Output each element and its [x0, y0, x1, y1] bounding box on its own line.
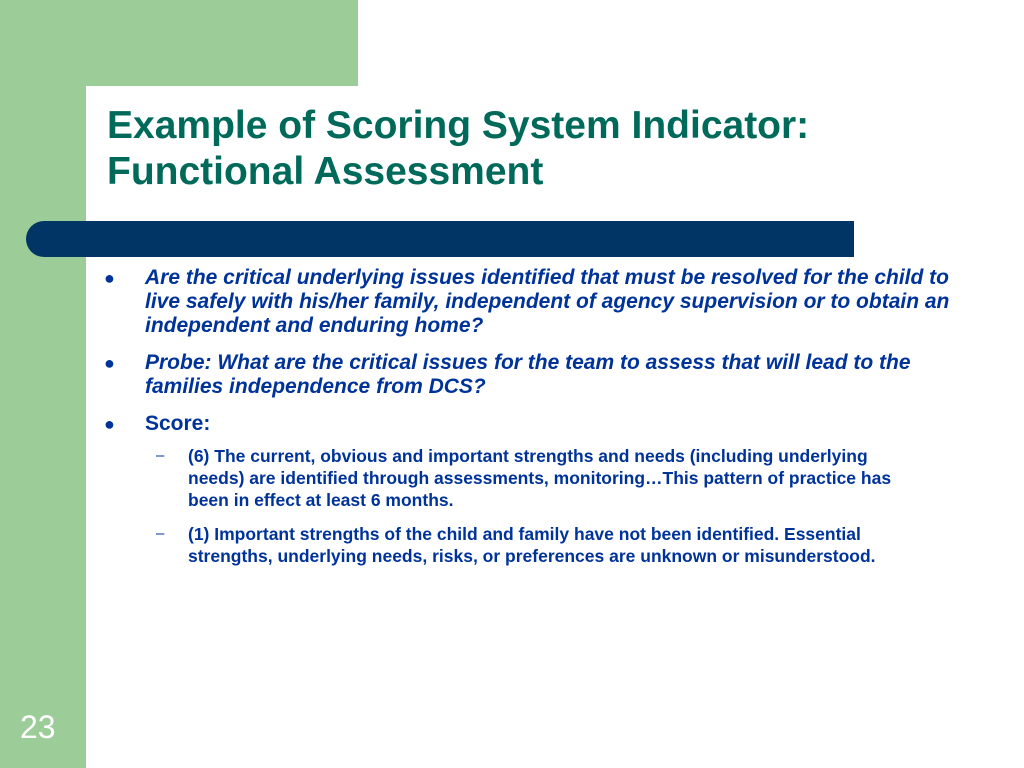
sub-bullet-item — [156, 523, 928, 567]
sub-bullet-text: (1) Important strengths of the child and family have not been identified. Essential strengths, underlying needs, risks, or preferences are unknown or misunderstood. — [188, 524, 876, 566]
bullet-text: Are the critical underlying issues identified that must be resolved for the child to live safely with his/her family, independent of agency supervision or to obtain an independent and enduring home? — [145, 266, 950, 337]
bullet-dot-icon: ● — [104, 353, 115, 373]
bullet-text: Probe: What are the critical issues for the team to assess that will lead to the families independence from DCS? — [145, 351, 911, 398]
bullet-text: Score: — [145, 412, 211, 435]
slide-title — [107, 103, 987, 195]
sub-bullet-text: (6) The current, obvious and important strengths and needs (including underlying needs) are identified through assessments, monitoring…This pattern of practice has been in effect at least 6 months. — [188, 446, 892, 510]
title-divider-bar — [26, 221, 854, 257]
dash-icon: – — [156, 447, 165, 464]
slide-body — [104, 266, 964, 579]
bullet-item — [104, 351, 964, 399]
slide-title-line-2: Functional Assessment — [107, 150, 544, 193]
slide-number: 23 — [20, 709, 56, 745]
bullet-item — [104, 266, 964, 338]
bullet-dot-icon: ● — [104, 268, 115, 288]
left-accent-band — [0, 0, 86, 768]
sub-bullet-item — [156, 445, 928, 511]
dash-icon: – — [156, 525, 165, 542]
bullet-item — [104, 412, 964, 436]
slide-title-line-1: Example of Scoring System Indicator: — [107, 104, 810, 147]
bullet-dot-icon: ● — [104, 414, 115, 434]
top-accent-band — [0, 0, 358, 86]
